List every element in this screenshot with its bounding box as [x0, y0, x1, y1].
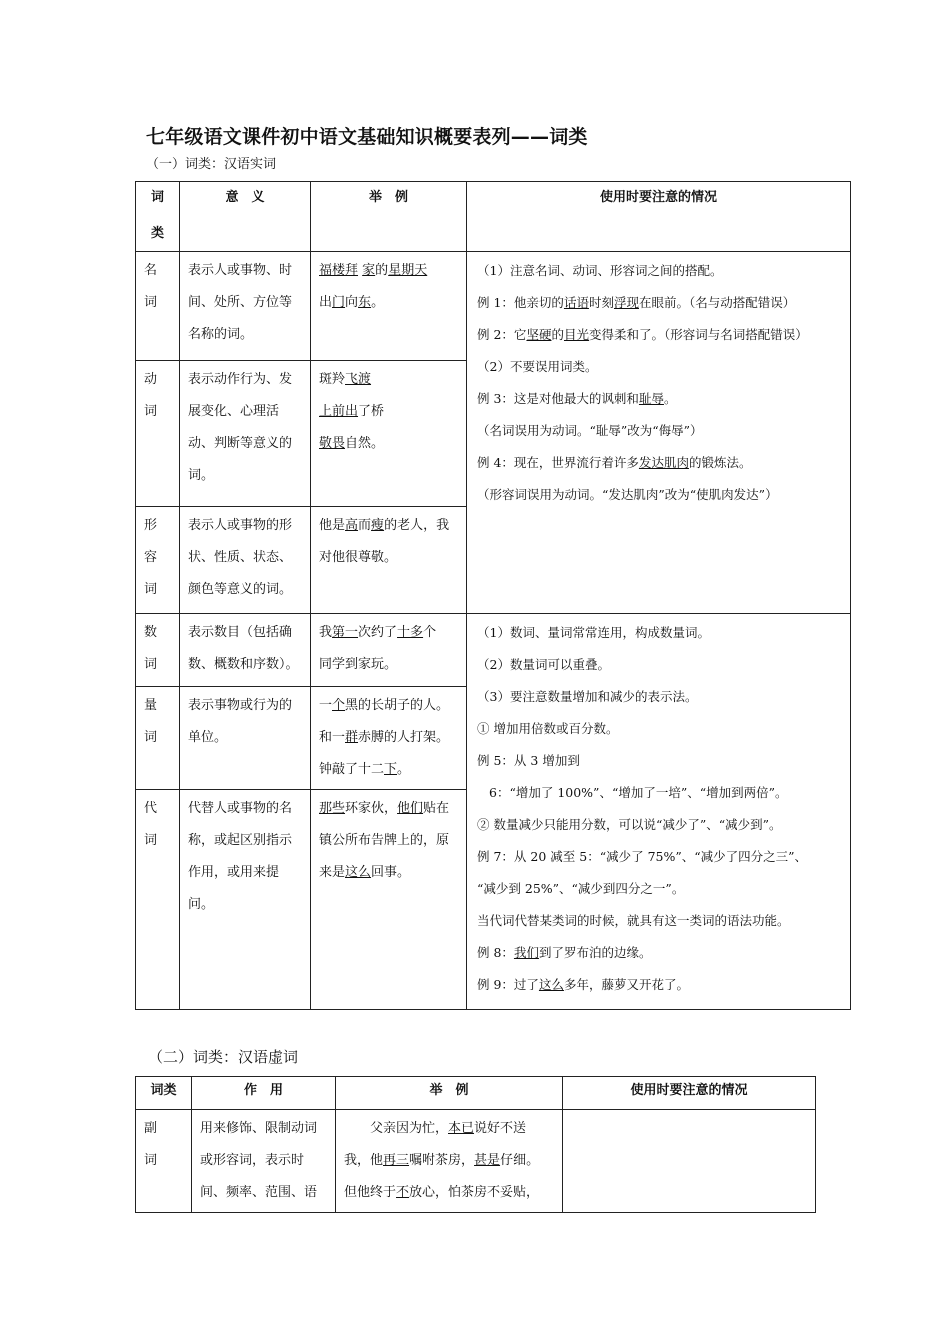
header-notes: 使用时要注意的情况: [467, 182, 851, 252]
word-class-cell: 动 词: [136, 361, 180, 507]
example-cell: 那些环家伙，他们贴在 镇公所布告牌上的，原 来是这么回事。: [311, 790, 467, 1010]
meaning-cell: 表示人或事物、时间、处所、方位等名称的词。: [180, 252, 311, 361]
header-function: 作 用: [192, 1077, 336, 1110]
meaning-cell: 表示人或事物的形状、性质、状态、颜色等意义的词。: [180, 507, 311, 614]
table-row: [136, 1110, 816, 1213]
notes-cell: [563, 1110, 816, 1213]
table-header-row: [136, 1077, 816, 1110]
page-title: 七年级语文课件初中语文基础知识概要表列——词类: [146, 126, 588, 148]
header-word-class: 词类: [136, 1077, 192, 1110]
example-cell: 福楼拜 家的星期天 出门向东。: [311, 252, 467, 361]
section-2-subtitle: （二）词类：汉语虚词: [148, 1048, 299, 1066]
meaning-cell: 代替人或事物的名称，或起区别指示作用，或用来提问。: [180, 790, 311, 1010]
content-words-table: [135, 181, 851, 1010]
word-class-cell: 形 容 词: [136, 507, 180, 614]
example-cell: 父亲因为忙，本已说好不送 我，他再三嘱咐茶房，甚是仔细。 但他终于不放心，怕茶房不妥贴，: [336, 1110, 563, 1213]
word-class-cell: 名 词: [136, 252, 180, 361]
meaning-cell: 表示数目（包括确数、概数和序数）。: [180, 614, 311, 687]
example-cell: 我第一次约了十多个 同学到家玩。: [311, 614, 467, 687]
header-example: 举 例: [311, 182, 467, 252]
meaning-cell: 表示事物或行为的单位。: [180, 687, 311, 790]
word-class-cell: 量 词: [136, 687, 180, 790]
function-words-table: [135, 1076, 816, 1213]
header-word-class: 词 类: [136, 182, 180, 252]
word-class-cell: 副 词: [136, 1110, 192, 1213]
table-row: [136, 614, 851, 687]
example-cell: 他是高而瘦的老人，我 对他很尊敬。: [311, 507, 467, 614]
example-cell: 斑羚飞渡 上前出了桥 敬畏自然。: [311, 361, 467, 507]
meaning-cell: 用来修饰、限制动词或形容词，表示时间、频率、范围、语: [192, 1110, 336, 1213]
word-class-cell: 数 词: [136, 614, 180, 687]
header-notes: 使用时要注意的情况: [563, 1077, 816, 1110]
notes-cell-nouns-verbs-adjectives: （1）注意名词、动词、形容词之间的搭配。 例 1：他亲切的话语时刻浮现在眼前。（名与动搭配错误） 例 2：它坚硬的目光变得柔和了。（形容词与名词搭配错误） （2）不要误用词类。 例 3：这是对他最大的讽刺和耻辱。 （名词误用为动词。“耻辱”改为“侮辱”） 例 4：现在，世界流行着许多发达肌肉的锻炼法。 （形容词误用为动词。“发达肌肉”改为“使肌肉发达”）: [467, 252, 851, 614]
table-header-row: [136, 182, 851, 252]
word-class-cell: 代 词: [136, 790, 180, 1010]
notes-cell-numerals-pronouns: （1）数词、量词常常连用，构成数量词。 （2）数量词可以重叠。 （3）要注意数量增加和减少的表示法。 ① 增加用倍数或百分数。 例 5：从 3 增加到 6：“增加了 100%”、“增加了一培”、“增加到两倍”。 ② 数量减少只能用分数，可以说“减少了”、“减少到”。 例 7：从 20 减至 5：“减少了 75%”、“减少了四分之三”、 “减少到 25%”、“减少到四分之一”。 当代词代替某类词的时候，就具有这一类词的语法功能。 例 8：我们到了罗布泊的边缘。 例 9：过了这么多年，藤萝又开花了。: [467, 614, 851, 1010]
header-meaning: 意 义: [180, 182, 311, 252]
header-example: 举 例: [336, 1077, 563, 1110]
example-cell: 一个黑的长胡子的人。 和一群赤膊的人打架。 钟敲了十二下。: [311, 687, 467, 790]
table-row: [136, 252, 851, 361]
meaning-cell: 表示动作行为、发展变化、心理活动、判断等意义的词。: [180, 361, 311, 507]
section-1-subtitle: （一）词类：汉语实词: [146, 157, 277, 172]
